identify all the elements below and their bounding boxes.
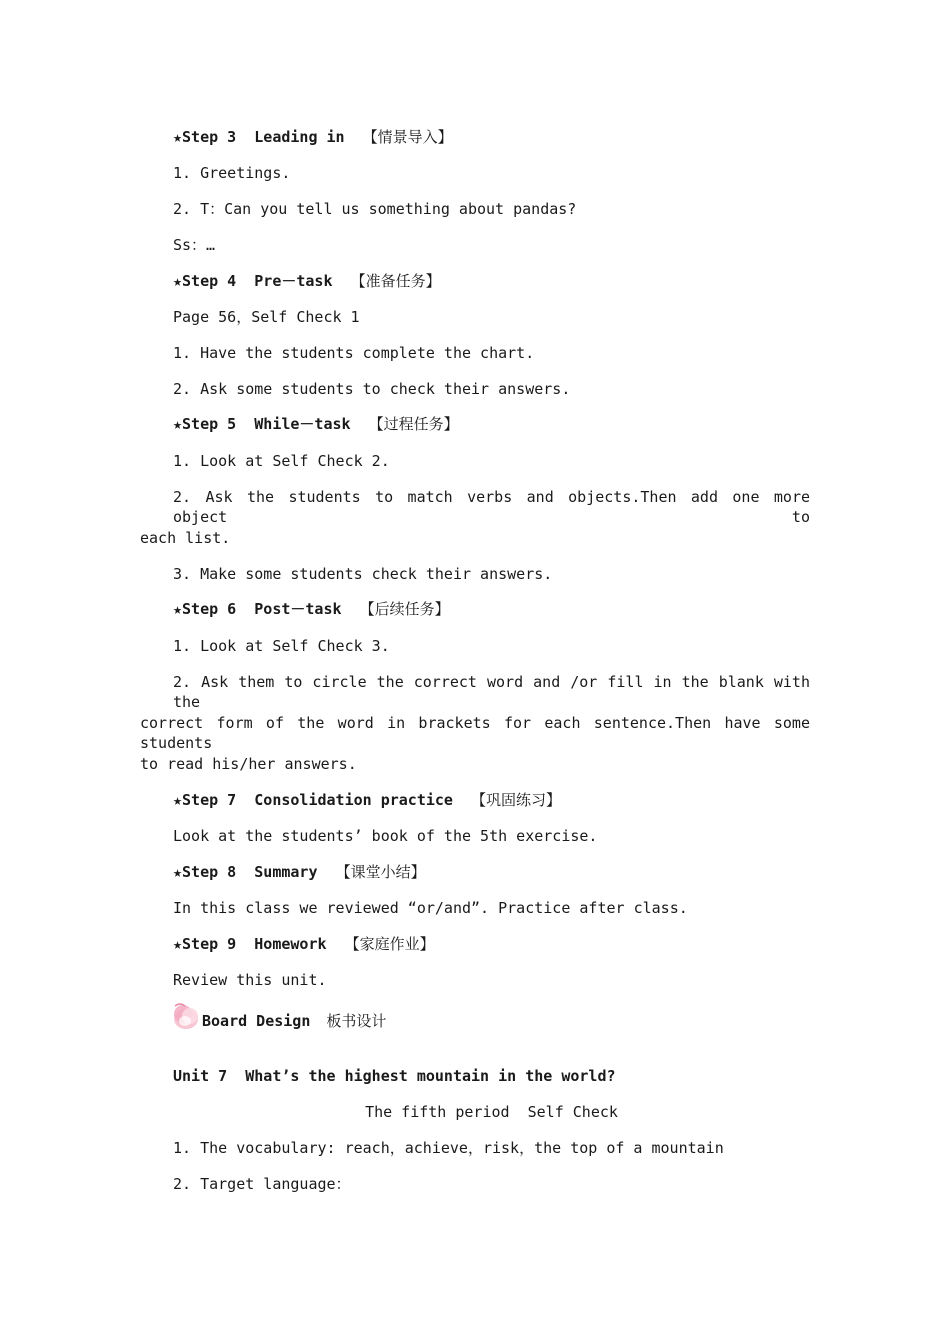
step-6-paragraph-line-3: to read his/her answers. — [140, 755, 357, 773]
step-6-paragraph-line-2: correct form of the word in brackets for each sentence.Then have some students — [140, 714, 810, 752]
period-subtitle: The fifth period Self Check — [365, 1103, 618, 1121]
step-5-line-3: 3. Make some students check their answers. — [173, 565, 553, 583]
step-8-heading: ★Step 8 Summary 【课堂小结】 — [173, 863, 426, 881]
step-9-line-1: Review this unit. — [173, 971, 327, 989]
step-5-line-1: 1. Look at Self Check 2. — [173, 452, 390, 470]
step-8-line-1: In this class we reviewed “or/and”. Practice after class. — [173, 899, 688, 917]
step-4-line-1: Page 56，Self Check 1 — [173, 308, 360, 326]
step-3-line-3: Ss：… — [173, 236, 216, 254]
step-3-line-1: 1. Greetings. — [173, 164, 291, 182]
step-3-heading: ★Step 3 Leading in 【情景导入】 — [173, 128, 453, 146]
step-6-line-1: 1. Look at Self Check 3. — [173, 637, 390, 655]
step-4-line-3: 2. Ask some students to check their answers. — [173, 380, 571, 398]
step-6-paragraph-line-1: 2. Ask them to circle the correct word and /or fill in the blank with the — [173, 673, 810, 711]
step-5-heading: ★Step 5 While－task 【过程任务】 — [173, 415, 459, 433]
unit-title: Unit 7 What’s the highest mountain in the world? — [173, 1067, 616, 1085]
step-5-paragraph-line-2: each list. — [140, 529, 231, 547]
step-5-paragraph-line-1: 2. Ask the students to match verbs and objects.Then add one more object to — [173, 488, 810, 526]
step-7-line-1: Look at the students’ book of the 5th exercise. — [173, 827, 598, 845]
step-3-line-2: 2. T：Can you tell us something about pandas? — [173, 200, 577, 218]
vocabulary-line: 1. The vocabulary: reach，achieve，risk，the top of a mountain — [173, 1139, 724, 1157]
step-4-heading: ★Step 4 Pre－task 【准备任务】 — [173, 272, 441, 290]
step-7-heading: ★Step 7 Consolidation practice 【巩固练习】 — [173, 791, 562, 809]
step-9-heading: ★Step 9 Homework 【家庭作业】 — [173, 935, 435, 953]
flower-icon — [172, 1000, 202, 1032]
step-4-line-2: 1. Have the students complete the chart. — [173, 344, 535, 362]
step-6-heading: ★Step 6 Post－task 【后续任务】 — [173, 600, 450, 618]
board-design-heading: Board Design 板书设计 — [174, 1000, 386, 1032]
target-language-line: 2. Target language： — [173, 1175, 351, 1193]
